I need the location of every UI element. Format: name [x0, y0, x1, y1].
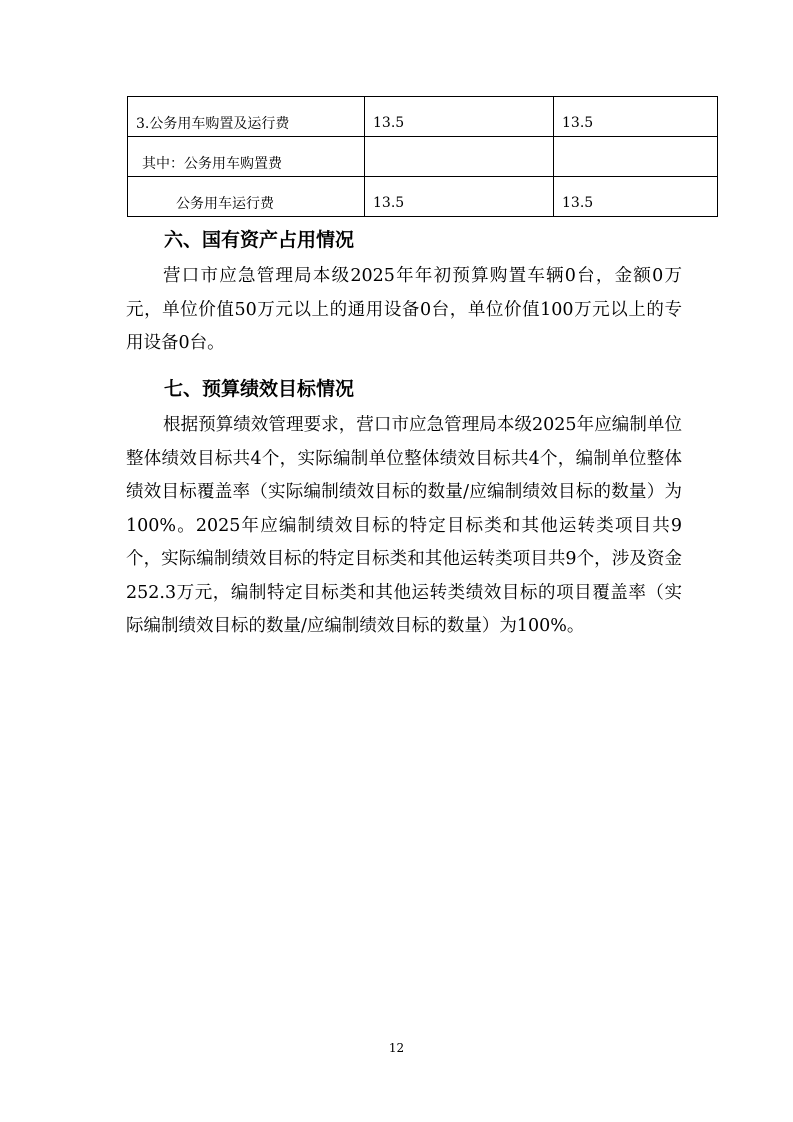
value-cell-a [365, 177, 554, 217]
value-cell-a [365, 97, 554, 137]
table-row [128, 137, 718, 177]
row-label: 其中：公务用车购置费 [142, 155, 282, 172]
value-cell-b [554, 137, 718, 177]
value-b: 13.5 [562, 194, 594, 211]
row-label: 3.公务用车购置及运行费 [136, 115, 290, 132]
value-b: 13.5 [562, 114, 594, 131]
value-a: 13.5 [373, 114, 405, 131]
table-row [128, 177, 718, 217]
row-label-cell [128, 177, 365, 217]
value-cell-b [554, 177, 718, 217]
section-heading-assets: 六、国有资产占用情况 [164, 229, 355, 251]
section-heading-performance: 七、预算绩效目标情况 [164, 378, 355, 400]
value-cell-b [554, 97, 718, 137]
section-paragraph-assets: 营口市应急管理局本级2025年年初预算购置车辆0台，金额0万元，单位价值50万元以上的通用设备0台，单位价值100万元以上的专用设备0台。 [126, 266, 682, 353]
value-a: 13.5 [373, 194, 405, 211]
value-cell-a [365, 137, 554, 177]
row-label-cell [128, 137, 365, 177]
table-row [128, 97, 718, 137]
page-number: 12 [388, 1041, 405, 1055]
row-label: 公务用车运行费 [176, 195, 274, 212]
section-paragraph-performance: 根据预算绩效管理要求，营口市应急管理局本级2025年应编制单位整体绩效目标共4个，实际编制单位整体绩效目标共4个，编制单位整体绩效目标覆盖率（实际编制绩效目标的数量/应编制绩效目标的数量）为100%。2025年应编制绩效目标的特定目标类和其他运转类项目共9个，实际编制绩效目标的特定目标类和其他运转类项目共9个，涉及资金252.3万元，编制特定目标类和其他运转类绩效目标的项目覆盖率（实际编制绩效目标的数量/应编制绩效目标的数量）为100%。 [126, 415, 682, 636]
vehicle-expense-table [127, 96, 718, 217]
row-label-cell [128, 97, 365, 137]
